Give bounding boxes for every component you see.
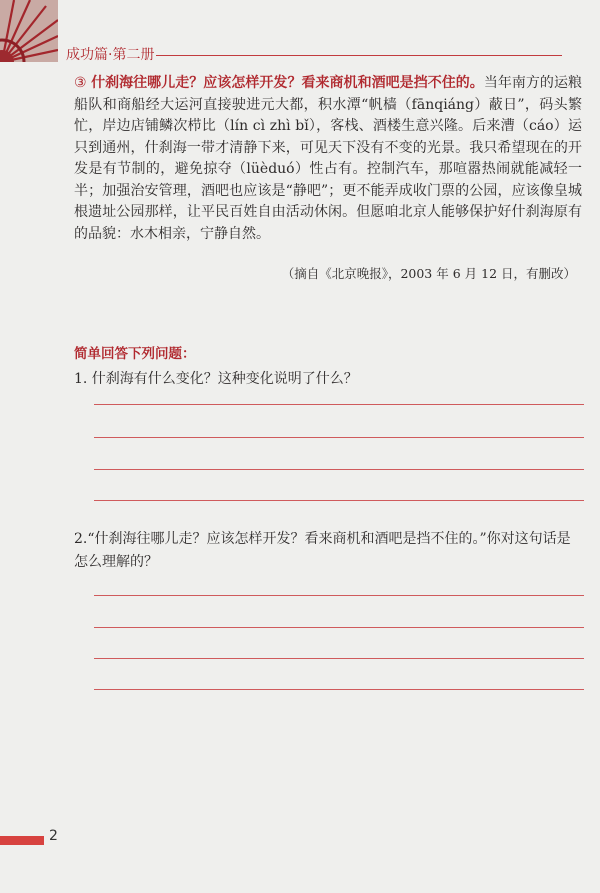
running-header: 成功篇·第二册 [66,47,155,63]
exercise-instruction: 简单回答下列问题： [74,346,196,362]
passage-body: 当年南方的运粮船队和商船经大运河直接驶进元大都，积水潭“帆樯（fānqiáng）蔽日”，码头繁忙，岸边店铺鳞次栉比（lín cì zhì bǐ），客栈、酒楼生意兴隆。后来漕（cáo）运只到通州，什刹海一带才清静下来，可见天下没有不变的光景。我只希望现在的开发是有节制的，避免掠夺（lüèduó）性占有。控制汽车，那喧嚣热闹就能减轻一半；加强治安管理，酒吧也应该是“静吧”；更不能弄成收门票的公园，应该像皇城根遗址公园那样，让平民百姓自由活动休闲。但愿咱北京人能够保护好什刹海原有的品貌：水木相亲，宁静自然。 [74,75,582,242]
question-1: 1. 什刹海有什么变化？这种变化说明了什么？ [74,371,358,387]
answer-line[interactable] [94,500,584,501]
paragraph-marker: ③ [74,75,87,91]
page-number: 2 [49,828,58,844]
question-2: 2.“什刹海往哪儿走？应该怎样开发？看来商机和酒吧是挡不住的。”你对这句话是怎么理解的？ [74,531,571,570]
corner-decoration-image [0,0,58,62]
passage-source: （摘自《北京晚报》，2003 年 6 月 12 日，有删改） [281,266,576,281]
passage-paragraph [74,73,582,245]
footer-accent-bar [0,836,44,845]
answer-line[interactable] [94,658,584,659]
answer-line[interactable] [94,404,584,405]
answer-line[interactable] [94,689,584,690]
answer-line[interactable] [94,437,584,438]
answer-line[interactable] [94,627,584,628]
decorative-sunburst-icon [0,0,58,62]
answer-line[interactable] [94,469,584,470]
passage-key-quote: 什刹海往哪儿走？应该怎样开发？看来商机和酒吧是挡不住的。 [91,75,484,91]
header-rule [156,55,562,56]
answer-line[interactable] [94,595,584,596]
